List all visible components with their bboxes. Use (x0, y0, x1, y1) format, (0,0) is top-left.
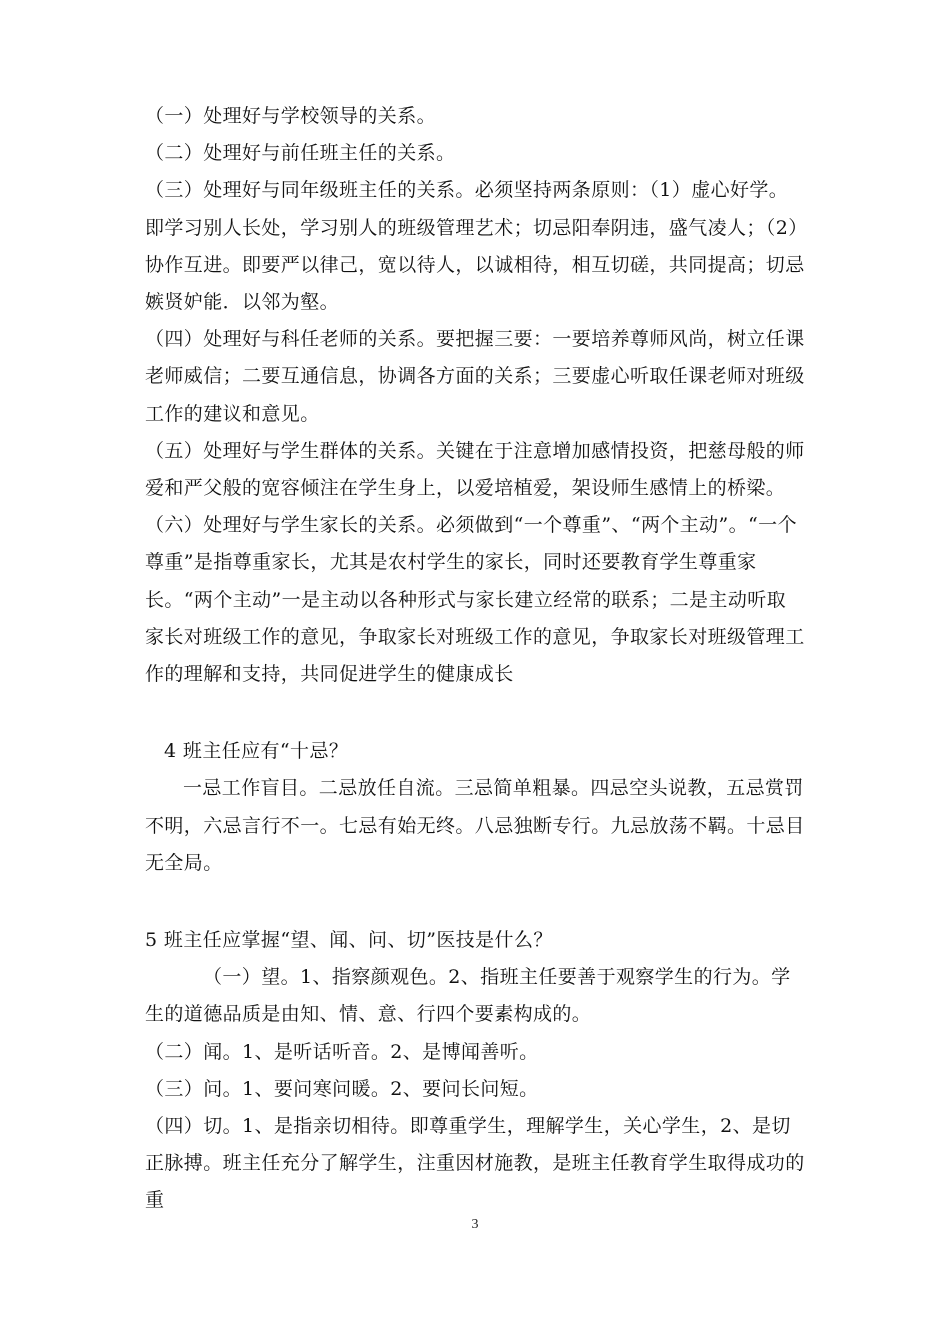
paragraph-relation-1: （一）处理好与学校领导的关系。 (145, 105, 437, 127)
section-5-look: （一）望。1、指察颜观色。2、指班主任要善于观察学生的行为。学生的道德品质是由知、情、意、行四个要素构成的。 (145, 966, 791, 1026)
section-5-feel: （四）切。1、是指亲切相待。即尊重学生，理解学生，关心学生，2、是切正脉搏。班主任充分了解学生，注重因材施教，是班主任教育学生取得成功的重 (145, 1115, 805, 1212)
section-4-heading: 4 班主任应有“十忌？ (164, 740, 349, 763)
section-4-body: 一忌工作盲目。二忌放任自流。三忌简单粗暴。四忌空头说教，五忌赏罚不明，六忌言行不一。七忌有始无终。八忌独断专行。九忌放荡不羁。十忌目无全局。 (145, 777, 805, 874)
paragraph-relation-4: （四）处理好与科任老师的关系。要把握三要：一要培养尊师风尚，树立任课老师威信；二要互通信息，协调各方面的关系；三要虚心听取任课老师对班级工作的建议和意见。 (145, 328, 805, 425)
spacer (145, 693, 805, 733)
section-5-heading: 5 班主任应掌握“望、闻、问、切”医技是什么？ (145, 929, 553, 952)
paragraph-relation-2: （二）处理好与前任班主任的关系。 (145, 142, 456, 165)
section-5-ask: （三）问。1、要问寒问暖。2、要问长问短。 (145, 1077, 539, 1100)
section-5-listen: （二）闻。1、是听话听音。2、是博闻善听。 (145, 1040, 539, 1063)
page-number: 3 (471, 1217, 479, 1232)
paragraph-relation-6: （六）处理好与学生家长的关系。必须做到“一个尊重”、“两个主动”。“一个尊重”是指尊重家长，尤其是农村学生的家长，同时还要教育学生尊重家长。“两个主动”一是主动以各种形式与家长建立经常的联系；二是主动听取家长对班级工作的意见，争取家长对班级工作的意见，争取家长对班级管理工作的理解和支持，共同促进学生的健康成长 (145, 514, 805, 686)
body-text (145, 98, 805, 1220)
paragraph-relation-3: （三）处理好与同年级班主任的关系。必须坚持两条原则：（1）虚心好学。即学习别人长处，学习别人的班级管理艺术；切忌阳奉阴违，盛气凌人；（2）协作互进。即要严以律己，宽以待人，以诚相待，相互切磋，共同提高；切忌嫉贤妒能．以邻为壑。 (145, 179, 805, 314)
spacer (145, 882, 805, 922)
paragraph-relation-5: （五）处理好与学生群体的关系。关键在于注意增加感情投资，把慈母般的师爱和严父般的宽容倾注在学生身上，以爱培植爱，架设师生感情上的桥梁。 (145, 439, 805, 500)
